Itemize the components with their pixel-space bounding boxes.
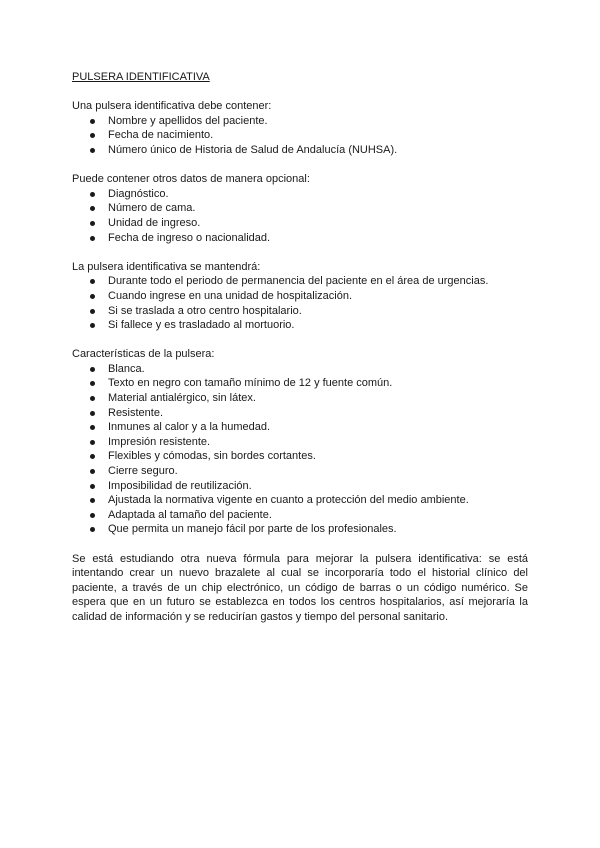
bullet-icon [90, 513, 95, 518]
document-title: PULSERA IDENTIFICATIVA [72, 71, 210, 83]
bullet-icon [90, 206, 95, 211]
list-item: Material antialérgico, sin látex. [72, 391, 528, 406]
document-page [72, 70, 528, 625]
list-item: Fecha de ingreso o nacionalidad. [72, 231, 528, 246]
bullet-icon [90, 323, 95, 328]
bullet-icon [90, 133, 95, 138]
bullet-icon [90, 148, 95, 153]
bullet-icon [90, 454, 95, 459]
list-item: Blanca. [72, 362, 528, 377]
bullet-icon [90, 498, 95, 503]
list-item: Cierre seguro. [72, 464, 528, 479]
section-caracteristicas [72, 347, 528, 537]
list-item: Impresión resistente. [72, 435, 528, 450]
bullet-icon [90, 294, 95, 299]
list-item: Número de cama. [72, 201, 528, 216]
bullet-icon [90, 396, 95, 401]
list-item: Número único de Historia de Salud de Andalucía (NUHSA). [72, 143, 528, 158]
bullet-list [72, 187, 528, 245]
list-item: Nombre y apellidos del paciente. [72, 114, 528, 129]
bullet-icon [90, 440, 95, 445]
bullet-icon [90, 367, 95, 372]
bullet-icon [90, 484, 95, 489]
closing-paragraph: Se está estudiando otra nueva fórmula para mejorar la pulsera identificativa: se está intentando crear un nuevo brazalete al cual se incorporaría todo el historial clínico del paciente, a través de un chip electrónico, un código de barras o un código numérico. Se espera que en un futuro se establezca en todos los centros hospitalarios, así mejoraría la calidad de información y se reducirían gastos y tiempo del personal sanitario. [72, 552, 528, 623]
bullet-icon [90, 119, 95, 124]
bullet-list [72, 362, 528, 537]
bullet-icon [90, 469, 95, 474]
list-item: Resistente. [72, 406, 528, 421]
list-item: Imposibilidad de reutilización. [72, 479, 528, 494]
bullet-icon [90, 425, 95, 430]
section-contenido-obligatorio [72, 99, 528, 157]
section-intro: Puede contener otros datos de manera opcional: [72, 173, 310, 186]
bullet-icon [90, 221, 95, 226]
list-item: Diagnóstico. [72, 187, 528, 202]
list-item: Cuando ingrese en una unidad de hospitalización. [72, 289, 528, 304]
section-mantenimiento [72, 260, 528, 333]
bullet-icon [90, 411, 95, 416]
list-item: Unidad de ingreso. [72, 216, 528, 231]
list-item: Durante todo el periodo de permanencia del paciente en el área de urgencias. [72, 274, 528, 289]
list-item: Si fallece y es trasladado al mortuorio. [72, 318, 528, 333]
bullet-icon [90, 527, 95, 532]
list-item: Si se traslada a otro centro hospitalario. [72, 304, 528, 319]
bullet-icon [90, 309, 95, 314]
bullet-list [72, 114, 528, 158]
list-item: Inmunes al calor y a la humedad. [72, 420, 528, 435]
list-item: Adaptada al tamaño del paciente. [72, 508, 528, 523]
section-intro: La pulsera identificativa se mantendrá: [72, 260, 261, 273]
section-intro: Características de la pulsera: [72, 348, 215, 361]
bullet-icon [90, 279, 95, 284]
list-item: Flexibles y cómodas, sin bordes cortantes. [72, 449, 528, 464]
list-item: Que permita un manejo fácil por parte de los profesionales. [72, 522, 528, 537]
section-datos-opcionales [72, 172, 528, 245]
bullet-icon [90, 381, 95, 386]
list-item: Texto en negro con tamaño mínimo de 12 y fuente común. [72, 376, 528, 391]
bullet-list [72, 274, 528, 332]
bullet-icon [90, 236, 95, 241]
list-item: Ajustada la normativa vigente en cuanto a protección del medio ambiente. [72, 493, 528, 508]
section-intro: Una pulsera identificativa debe contener: [72, 100, 272, 113]
list-item: Fecha de nacimiento. [72, 128, 528, 143]
bullet-icon [90, 192, 95, 197]
